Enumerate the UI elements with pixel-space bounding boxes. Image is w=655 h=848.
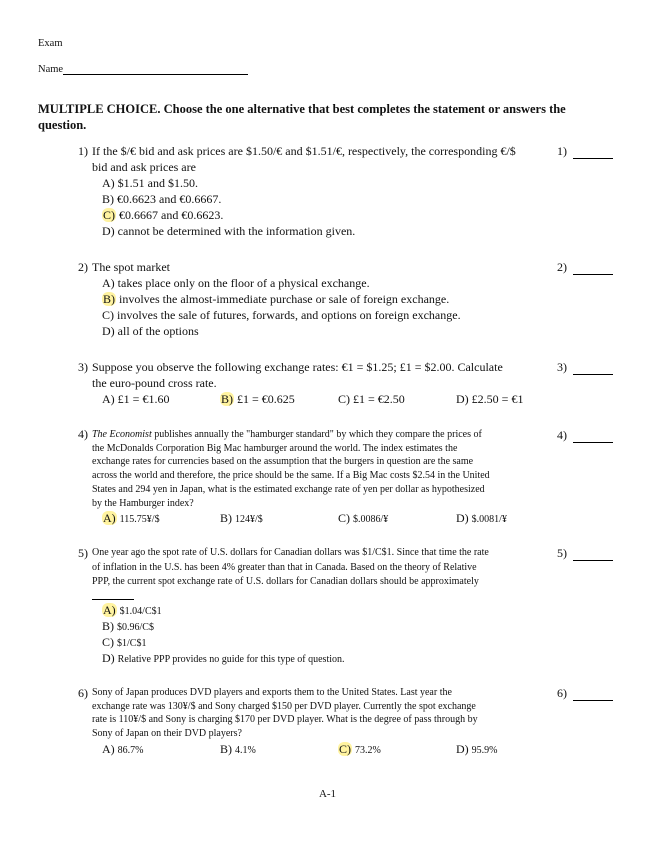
question-4-stem bbox=[92, 428, 547, 510]
stem-line: States and 294 yen in Japan, what is the estimated exchange rate of yen per dollar as hypothesized bbox=[92, 483, 485, 495]
question-5 bbox=[78, 546, 88, 562]
stem-line: bid and ask prices are bbox=[92, 159, 196, 174]
stem-line: Suppose you observe the following exchange rates: €1 = $1.25; £1 = $2.00. Calculate bbox=[92, 360, 503, 374]
option-letter: D) bbox=[102, 324, 115, 338]
option-3a[interactable] bbox=[102, 392, 169, 407]
option-3d[interactable] bbox=[456, 392, 523, 407]
option-6a[interactable] bbox=[102, 742, 144, 757]
option-5c[interactable] bbox=[102, 635, 146, 650]
option-letter: B) bbox=[220, 742, 232, 756]
option-4a[interactable] bbox=[102, 511, 160, 526]
answer-blank-5[interactable] bbox=[557, 546, 613, 561]
question-number: 1) bbox=[78, 144, 88, 158]
option-text: 86.7% bbox=[117, 745, 144, 756]
name-line[interactable] bbox=[63, 64, 248, 75]
option-4c[interactable] bbox=[338, 511, 388, 526]
option-letter: D) bbox=[456, 511, 469, 525]
answer-number: 2) bbox=[557, 260, 567, 274]
option-letter: A) bbox=[102, 176, 115, 190]
option-letter: D) bbox=[102, 224, 115, 238]
option-letter-highlighted: C) bbox=[103, 208, 115, 222]
question-1-stem bbox=[92, 144, 516, 175]
option-3c[interactable] bbox=[338, 392, 405, 407]
option-6d[interactable] bbox=[456, 742, 498, 757]
name-field[interactable] bbox=[38, 64, 248, 75]
stem-line: The spot market bbox=[92, 260, 170, 274]
stem-line: across the world and therefore, the price should be the same. If a Big Mac costs $2.54 in the United bbox=[92, 470, 490, 482]
option-5b[interactable] bbox=[102, 619, 154, 634]
question-6 bbox=[78, 686, 88, 702]
option-text: takes place only on the floor of a physical exchange. bbox=[117, 276, 370, 290]
option-text: $1.04/C$1 bbox=[119, 606, 162, 617]
option-text: $1/C$1 bbox=[117, 638, 147, 649]
option-text: all of the options bbox=[117, 324, 199, 338]
answer-number: 5) bbox=[557, 546, 567, 560]
stem-line: Sony of Japan on their DVD players? bbox=[92, 728, 242, 740]
question-3 bbox=[78, 360, 88, 376]
question-number: 6) bbox=[78, 686, 88, 700]
option-text: €0.6623 and €0.6667. bbox=[117, 192, 222, 206]
question-number: 5) bbox=[78, 546, 88, 560]
answer-line[interactable] bbox=[573, 264, 613, 275]
answer-line[interactable] bbox=[573, 690, 613, 701]
option-letter-highlighted: B) bbox=[103, 292, 115, 306]
option-text: $0.96/C$ bbox=[117, 622, 154, 633]
option-letter: C) bbox=[338, 511, 350, 525]
answer-number: 4) bbox=[557, 428, 567, 442]
option-text: 115.75¥/$ bbox=[119, 514, 160, 525]
stem-line: of inflation in the U.S. has been 4% greater than that in Canada. Based on the theory of Relative bbox=[92, 561, 477, 573]
answer-line[interactable] bbox=[573, 148, 613, 159]
option-letter-highlighted: C) bbox=[339, 742, 351, 756]
answer-blank-2[interactable] bbox=[557, 260, 613, 275]
stem-line: rate is 110¥/$ and Sony is charging $170 per DVD player. What is the degree of pass through by bbox=[92, 714, 478, 726]
option-text: £1 = €0.625 bbox=[237, 392, 295, 406]
option-6c[interactable] bbox=[338, 742, 381, 757]
option-letter-highlighted: A) bbox=[103, 511, 116, 525]
option-text: $.0081/¥ bbox=[471, 514, 507, 525]
stem-line: One year ago the spot rate of U.S. dollars for Canadian dollars was $1/C$1. Since that time the rate bbox=[92, 547, 489, 558]
option-letter: A) bbox=[102, 392, 115, 406]
answer-blank-6[interactable] bbox=[557, 686, 613, 701]
question-1 bbox=[78, 144, 88, 160]
question-number: 4) bbox=[78, 427, 88, 441]
question-2 bbox=[78, 260, 88, 276]
answer-line[interactable] bbox=[573, 364, 613, 375]
option-2d[interactable] bbox=[102, 324, 199, 339]
answer-blank-1[interactable] bbox=[557, 144, 613, 159]
question-2-stem bbox=[92, 260, 170, 275]
option-text: $.0086/¥ bbox=[353, 514, 389, 525]
option-4d[interactable] bbox=[456, 511, 507, 526]
question-3-stem bbox=[92, 360, 503, 391]
answer-number: 6) bbox=[557, 686, 567, 700]
option-text: 73.2% bbox=[355, 745, 381, 756]
option-2a[interactable] bbox=[102, 276, 370, 291]
exam-label: Exam bbox=[38, 38, 63, 49]
option-1c[interactable] bbox=[102, 208, 223, 223]
option-letter: D) bbox=[102, 651, 115, 665]
option-text: involves the almost-immediate purchase or sale of foreign exchange. bbox=[119, 292, 450, 306]
stem-line: exchange rates for currencies based on the assumption that the burgers in question are the same bbox=[92, 456, 474, 468]
answer-line[interactable] bbox=[573, 432, 613, 443]
answer-blank-4[interactable] bbox=[557, 428, 613, 443]
option-letter: D) bbox=[456, 392, 469, 406]
question-number: 2) bbox=[78, 260, 88, 274]
option-1a[interactable] bbox=[102, 176, 198, 191]
option-1b[interactable] bbox=[102, 192, 221, 207]
question-6-stem bbox=[92, 686, 478, 741]
option-3b[interactable] bbox=[220, 392, 295, 407]
answer-blank-3[interactable] bbox=[557, 360, 613, 375]
option-6b[interactable] bbox=[220, 742, 256, 757]
option-text: $1.51 and $1.50. bbox=[117, 176, 198, 190]
option-text: 95.9% bbox=[471, 745, 498, 756]
stem-line: by the Hamburger index? bbox=[92, 497, 194, 509]
option-letter: A) bbox=[102, 276, 115, 290]
option-text: 124¥/$ bbox=[235, 514, 263, 525]
fill-blank-line bbox=[92, 590, 134, 600]
option-text: €0.6667 and €0.6623. bbox=[119, 208, 224, 222]
answer-number: 3) bbox=[557, 360, 567, 374]
option-text: £1 = €1.60 bbox=[117, 392, 170, 406]
option-letter: C) bbox=[102, 635, 114, 649]
option-letter: B) bbox=[102, 192, 114, 206]
option-letter: B) bbox=[220, 511, 232, 525]
stem-line: the euro-pound cross rate. bbox=[92, 375, 217, 390]
option-letter-highlighted: A) bbox=[103, 603, 116, 617]
question-4 bbox=[78, 428, 88, 442]
name-label: Name bbox=[38, 64, 64, 75]
stem-line: Sony of Japan produces DVD players and exports them to the United States. Last year the bbox=[92, 687, 452, 698]
stem-line: publishes annually the "hamburger standard" by which they compare the prices of bbox=[151, 429, 482, 440]
option-text: £2.50 = €1 bbox=[471, 392, 524, 406]
option-4b[interactable] bbox=[220, 511, 263, 526]
option-2b[interactable] bbox=[102, 292, 449, 307]
question-number: 3) bbox=[78, 360, 88, 374]
page-footer: A-1 bbox=[318, 788, 337, 800]
option-5d[interactable] bbox=[102, 651, 345, 666]
option-1d[interactable] bbox=[102, 224, 355, 239]
option-text: 4.1% bbox=[235, 745, 256, 756]
stem-line: PPP, the current spot exchange rate of U.S. dollars for Canadian dollars should be approximately bbox=[92, 576, 479, 587]
option-letter: C) bbox=[338, 392, 350, 406]
question-5-stem bbox=[92, 546, 489, 600]
option-letter: C) bbox=[102, 308, 114, 322]
stem-line: the McDonalds Corporation Big Mac hamburger around the world. The index estimates the bbox=[92, 442, 458, 454]
stem-line: exchange rate was 130¥/$ and Sony charged $150 per DVD player. Currently the spot exchange bbox=[92, 700, 476, 712]
answer-line[interactable] bbox=[573, 550, 613, 561]
option-text: Relative PPP provides no guide for this type of question. bbox=[117, 654, 345, 665]
option-2c[interactable] bbox=[102, 308, 461, 323]
option-text: cannot be determined with the information given. bbox=[117, 224, 356, 238]
option-letter: B) bbox=[102, 619, 114, 633]
stem-line: If the $/€ bid and ask prices are $1.50/€ and $1.51/€, respectively, the corresponding €/$ bbox=[92, 144, 516, 158]
instructions: MULTIPLE CHOICE. Choose the one alternative that best completes the statement or answers the question. bbox=[38, 102, 566, 132]
option-5a[interactable] bbox=[102, 603, 162, 618]
option-letter-highlighted: B) bbox=[221, 392, 233, 406]
option-text: £1 = €2.50 bbox=[353, 392, 405, 406]
option-letter: A) bbox=[102, 742, 115, 756]
option-text: involves the sale of futures, forwards, and options on foreign exchange. bbox=[117, 308, 461, 322]
answer-number: 1) bbox=[557, 144, 567, 158]
stem-italic: The Economist bbox=[92, 429, 152, 440]
option-letter: D) bbox=[456, 742, 469, 756]
